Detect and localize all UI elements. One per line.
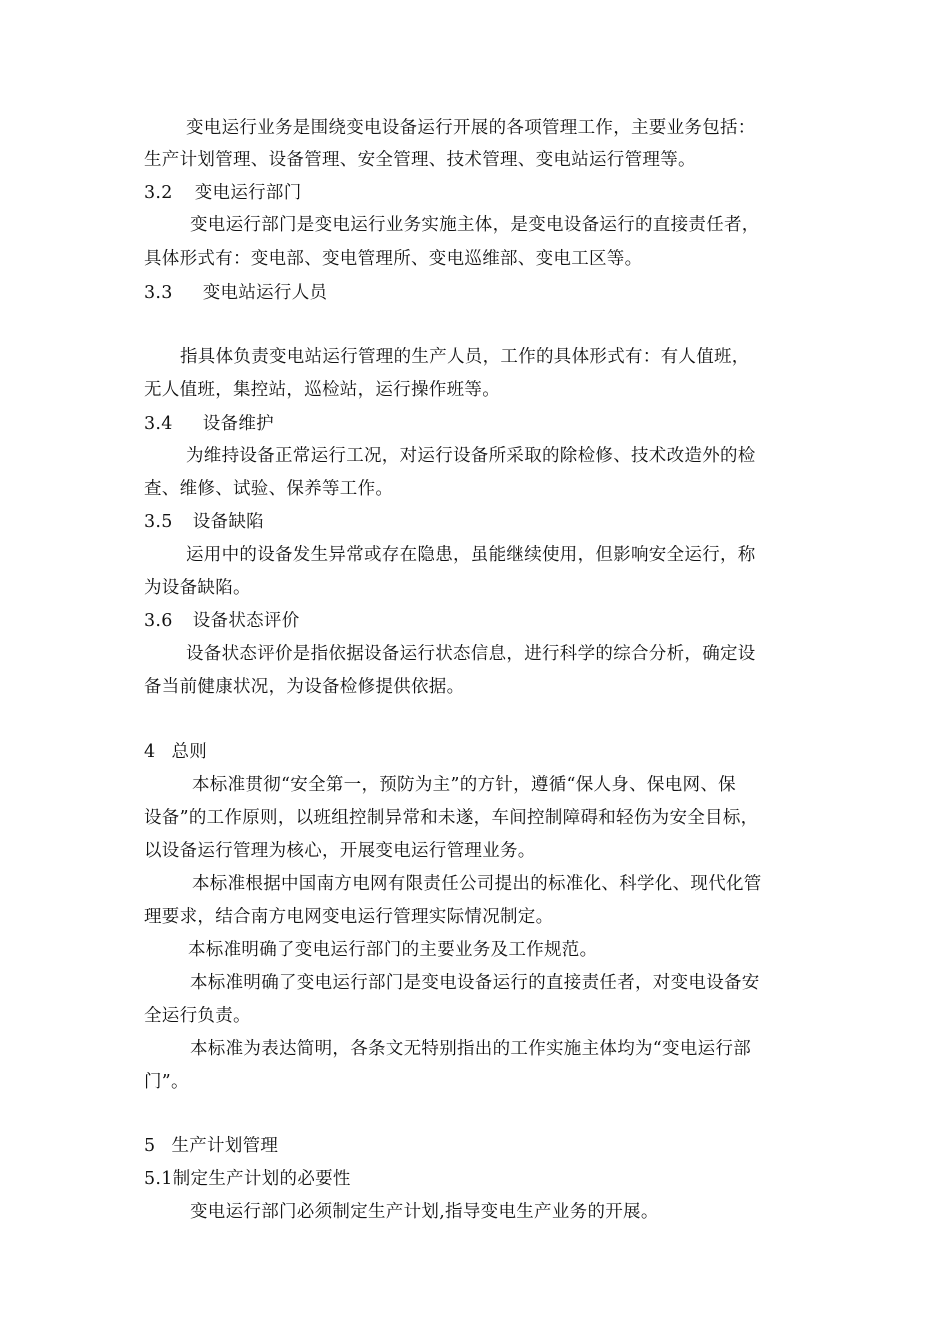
section-heading-5 <box>144 1134 278 1158</box>
section-number: 5.1 <box>144 1169 173 1189</box>
section-title: 变电运行部门 <box>194 183 302 203</box>
paragraph-line: 理要求，结合南方电网变电运行管理实际情况制定。 <box>144 907 554 927</box>
paragraph-line: 设备状态评价是指依据设备运行状态信息，进行科学的综合分析，确定设 <box>186 644 756 664</box>
section-title: 设备缺陷 <box>192 512 264 532</box>
paragraph-line: 指具体负责变电站运行管理的生产人员，工作的具体形式有：有人值班， <box>180 347 750 367</box>
paragraph-line: 全运行负责。 <box>144 1006 251 1026</box>
section-title: 设备维护 <box>202 414 274 434</box>
section-title: 设备状态评价 <box>192 611 300 631</box>
paragraph-line: 为设备缺陷。 <box>144 578 251 598</box>
paragraph-line: 具体形式有：变电部、变电管理所、变电巡维部、变电工区等。 <box>144 249 643 269</box>
section-number: 3.6 <box>144 611 173 631</box>
paragraph-line: 本标准为表达简明，各条文无特别指出的工作实施主体均为“变电运行部 <box>190 1039 752 1059</box>
paragraph-line: 以设备运行管理为核心，开展变电运行管理业务。 <box>144 841 536 861</box>
paragraph-line: 本标准根据中国南方电网有限责任公司提出的标准化、科学化、现代化管 <box>192 874 762 894</box>
section-number: 3.4 <box>144 414 173 434</box>
paragraph-line: 变电运行部门是变电运行业务实施主体，是变电设备运行的直接责任者， <box>190 215 760 235</box>
paragraph-line: 门”。 <box>144 1072 189 1092</box>
section-title: 制定生产计划的必要性 <box>172 1169 351 1189</box>
paragraph-line: 查、维修、试验、保养等工作。 <box>144 479 394 499</box>
section-number: 3.5 <box>144 512 173 532</box>
section-heading-4 <box>144 740 207 764</box>
section-heading-3-3 <box>144 281 327 305</box>
subsection-heading-5-1 <box>144 1167 351 1191</box>
section-number: 5 <box>144 1136 156 1156</box>
section-title: 生产计划管理 <box>171 1136 279 1156</box>
section-number: 4 <box>144 742 156 762</box>
section-heading-3-5 <box>144 510 264 534</box>
section-heading-3-2 <box>144 181 302 205</box>
section-title: 变电站运行人员 <box>202 283 328 303</box>
paragraph-line: 备当前健康状况，为设备检修提供依据。 <box>144 677 465 697</box>
paragraph-line: 变电运行业务是围绕变电设备运行开展的各项管理工作，主要业务包括： <box>186 118 756 138</box>
section-number: 3.2 <box>144 183 173 203</box>
section-number: 3.3 <box>144 283 173 303</box>
paragraph-line: 运用中的设备发生异常或存在隐患，虽能继续使用，但影响安全运行，称 <box>186 545 756 565</box>
paragraph-line: 生产计划管理、设备管理、安全管理、技术管理、变电站运行管理等。 <box>144 150 696 170</box>
section-heading-3-4 <box>144 412 274 436</box>
paragraph-line: 本标准贯彻“安全第一，预防为主”的方针，遵循“保人身、保电网、保 <box>192 775 736 795</box>
paragraph-line: 设备”的工作原则，以班组控制异常和未遂，车间控制障碍和轻伤为安全目标， <box>144 808 759 828</box>
paragraph-line: 无人值班，集控站，巡检站，运行操作班等。 <box>144 380 500 400</box>
paragraph-line: 变电运行部门必须制定生产计划,指导变电生产业务的开展。 <box>190 1202 659 1222</box>
section-title: 总则 <box>171 742 208 762</box>
paragraph-line: 本标准明确了变电运行部门是变电设备运行的直接责任者，对变电设备安 <box>190 973 760 993</box>
paragraph-line: 为维持设备正常运行工况，对运行设备所采取的除检修、技术改造外的检 <box>186 446 756 466</box>
section-heading-3-6 <box>144 609 300 633</box>
paragraph-line: 本标准明确了变电运行部门的主要业务及工作规范。 <box>188 940 598 960</box>
